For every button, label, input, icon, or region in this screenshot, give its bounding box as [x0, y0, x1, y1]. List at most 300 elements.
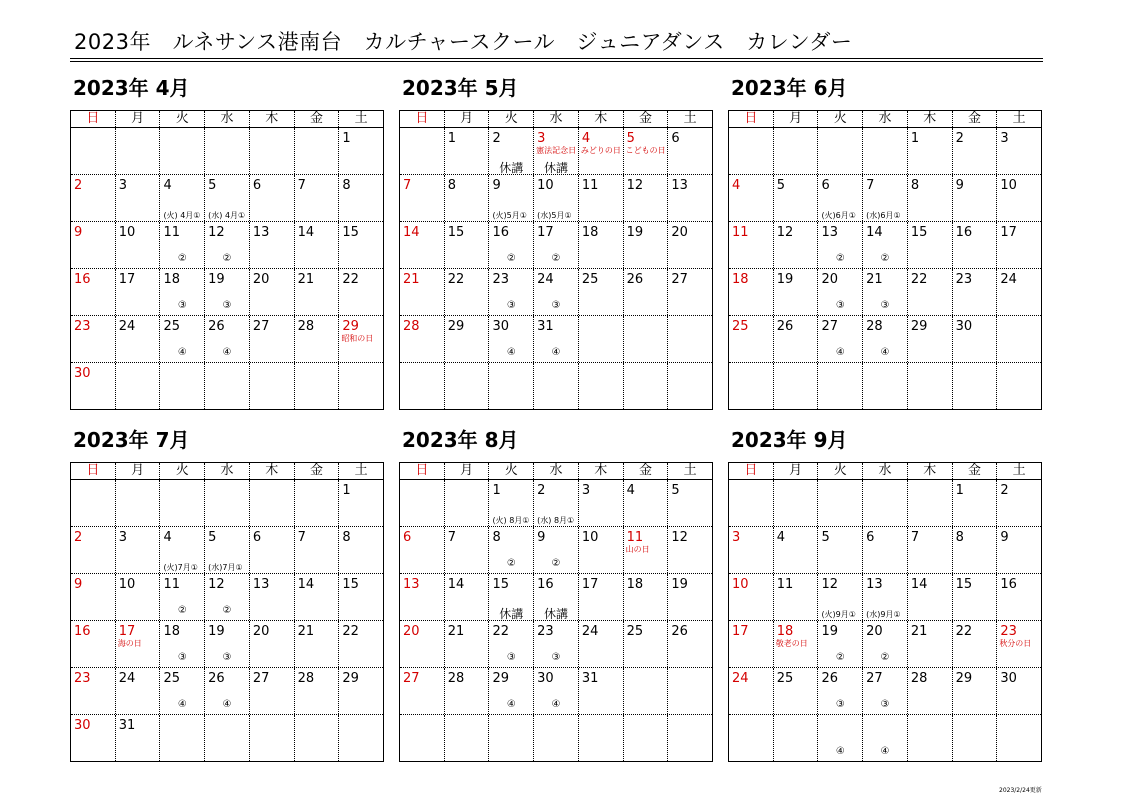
day-cell [907, 128, 952, 174]
day-cell [623, 316, 668, 362]
weekday-label: 火 [159, 463, 204, 479]
day-cell [533, 480, 578, 526]
day-cell [533, 621, 578, 667]
day-number: 23 [537, 624, 554, 639]
day-cell [773, 175, 818, 221]
day-cell [862, 269, 907, 315]
day-cell [533, 363, 578, 409]
day-cell [338, 527, 383, 573]
day-number: 29 [955, 671, 973, 686]
day-number: 15 [342, 225, 359, 240]
day-cell [533, 222, 578, 268]
lesson-mark: (水)9月① [866, 610, 901, 619]
week-row [400, 526, 712, 573]
day-number: 16 [537, 577, 554, 592]
lesson-mark: (火) 4月① [163, 211, 201, 220]
day-cell [667, 574, 712, 620]
month-grid [70, 110, 384, 410]
day-number: 1 [447, 131, 456, 146]
day-cell [444, 269, 489, 315]
day-number: 8 [955, 530, 964, 545]
lesson-mark: ② [835, 253, 845, 264]
day-number: 4 [776, 530, 785, 545]
week-row [400, 667, 712, 714]
lesson-mark: ④ [506, 699, 516, 710]
day-cell [338, 621, 383, 667]
day-cell [400, 269, 444, 315]
day-number: 7 [403, 178, 412, 193]
day-number: 15 [447, 225, 465, 240]
day-cell [907, 527, 952, 573]
day-cell [533, 715, 578, 761]
weekday-label: 土 [338, 111, 383, 127]
lesson-mark: ③ [835, 300, 845, 311]
day-number: 8 [492, 530, 501, 545]
day-cell [294, 668, 339, 714]
weekday-label: 木 [578, 111, 623, 127]
lesson-mark: ③ [222, 300, 232, 311]
day-cell [773, 222, 818, 268]
day-number: 12 [671, 530, 688, 545]
day-cell [400, 175, 444, 221]
day-cell [488, 668, 533, 714]
lesson-mark: ④ [835, 347, 845, 358]
day-cell [444, 128, 489, 174]
day-cell [115, 128, 160, 174]
day-number: 29 [492, 671, 509, 686]
week-row [71, 620, 383, 667]
day-cell [338, 316, 383, 362]
day-number: 22 [910, 272, 928, 287]
week-row [729, 526, 1041, 573]
weekday-label: 金 [623, 111, 668, 127]
day-cell [623, 269, 668, 315]
week-row [71, 268, 383, 315]
weekday-label: 月 [773, 463, 818, 479]
day-number: 30 [74, 366, 91, 381]
day-cell [159, 316, 204, 362]
day-cell [578, 269, 623, 315]
day-cell [862, 527, 907, 573]
day-number: 31 [537, 319, 554, 334]
day-number: 21 [297, 624, 315, 639]
holiday-label: 敬老の日 [775, 639, 808, 648]
day-cell [294, 363, 339, 409]
day-cell [729, 527, 773, 573]
day-number: 31 [581, 671, 599, 686]
day-cell [71, 269, 115, 315]
lesson-mark: ④ [835, 746, 845, 757]
day-cell [488, 363, 533, 409]
lesson-mark: ③ [835, 699, 845, 710]
day-cell [996, 128, 1041, 174]
day-cell [578, 715, 623, 761]
weekday-label: 火 [817, 111, 862, 127]
day-cell [444, 175, 489, 221]
day-cell [294, 222, 339, 268]
day-cell [159, 128, 204, 174]
day-number: 21 [910, 624, 928, 639]
week-row [71, 526, 383, 573]
day-cell [996, 668, 1041, 714]
holiday-label: 昭和の日 [341, 334, 374, 343]
day-cell [729, 574, 773, 620]
day-cell [294, 269, 339, 315]
day-cell [115, 715, 160, 761]
day-number: 25 [776, 671, 794, 686]
page-title: 2023年 ルネサンス港南台 カルチャースクール ジュニアダンス カレンダー [74, 30, 853, 54]
weekday-label: 水 [533, 463, 578, 479]
day-cell [729, 363, 773, 409]
day-number: 12 [776, 225, 794, 240]
day-number: 20 [821, 272, 838, 287]
day-cell [400, 316, 444, 362]
day-number: 1 [342, 483, 351, 498]
day-cell [338, 715, 383, 761]
day-number: 7 [910, 530, 920, 545]
lesson-mark: ④ [177, 699, 187, 710]
lesson-mark: ③ [551, 300, 561, 311]
day-cell [907, 222, 952, 268]
day-number: 21 [297, 272, 315, 287]
day-cell [667, 269, 712, 315]
day-cell [817, 574, 862, 620]
day-cell [729, 269, 773, 315]
lesson-mark: ④ [506, 347, 516, 358]
day-cell [115, 621, 160, 667]
day-number: 4 [732, 178, 741, 193]
day-number: 14 [447, 577, 465, 592]
lesson-mark: ② [506, 253, 516, 264]
day-number: 1 [342, 131, 351, 146]
week-row [400, 573, 712, 620]
day-number: 25 [626, 624, 644, 639]
lesson-mark: (火)7月① [163, 563, 198, 572]
day-number: 14 [297, 577, 315, 592]
day-number: 10 [118, 577, 136, 592]
week-row [400, 620, 712, 667]
day-number: 13 [866, 577, 883, 592]
day-cell [71, 222, 115, 268]
lesson-mark: ③ [880, 699, 890, 710]
lesson-mark: ② [551, 253, 561, 264]
day-number: 22 [955, 624, 973, 639]
day-cell [952, 222, 997, 268]
lesson-mark: ② [177, 253, 187, 264]
weekday-label: 土 [667, 463, 712, 479]
lesson-mark: ③ [177, 300, 187, 311]
day-cell [773, 715, 818, 761]
day-number: 19 [208, 272, 225, 287]
day-cell [444, 316, 489, 362]
day-cell [952, 715, 997, 761]
day-number: 28 [403, 319, 420, 334]
day-number: 2 [1000, 483, 1009, 498]
day-number: 9 [74, 225, 83, 240]
day-cell [952, 175, 997, 221]
lesson-mark: ④ [551, 699, 561, 710]
day-cell [907, 574, 952, 620]
week-row [729, 573, 1041, 620]
day-number: 26 [208, 319, 225, 334]
day-number: 8 [447, 178, 456, 193]
day-cell [204, 480, 249, 526]
day-cell [115, 222, 160, 268]
weekday-label: 月 [773, 111, 818, 127]
day-cell [115, 363, 160, 409]
day-cell [159, 574, 204, 620]
weekday-label: 木 [249, 463, 294, 479]
day-number: 27 [252, 671, 270, 686]
week-row [71, 128, 383, 174]
day-cell [488, 574, 533, 620]
day-cell [71, 175, 115, 221]
lesson-mark: (火)9月① [821, 610, 856, 619]
day-number: 30 [537, 671, 554, 686]
day-number: 13 [821, 225, 838, 240]
lesson-mark: (水)6月① [866, 211, 901, 220]
day-cell [667, 222, 712, 268]
day-number: 14 [403, 225, 420, 240]
month-title: 2023年 8月 [402, 428, 519, 452]
lesson-mark: ② [222, 253, 232, 264]
day-number: 14 [910, 577, 928, 592]
month-title: 2023年 7月 [73, 428, 190, 452]
day-number: 3 [118, 178, 127, 193]
weekday-label: 火 [159, 111, 204, 127]
day-cell [444, 621, 489, 667]
day-number: 6 [866, 530, 875, 545]
day-cell [729, 222, 773, 268]
day-number: 4 [163, 178, 172, 193]
weekday-label: 木 [578, 463, 623, 479]
day-number: 5 [208, 178, 217, 193]
day-number: 17 [581, 577, 599, 592]
week-row [71, 667, 383, 714]
day-cell [773, 363, 818, 409]
day-number: 21 [447, 624, 465, 639]
day-number: 29 [910, 319, 928, 334]
day-number: 13 [252, 225, 270, 240]
day-cell [578, 363, 623, 409]
weekday-header [71, 463, 383, 480]
day-number: 20 [252, 272, 270, 287]
weekday-label: 日 [744, 463, 758, 478]
day-number: 26 [776, 319, 794, 334]
lesson-mark: ④ [222, 699, 232, 710]
weekday-label: 月 [115, 463, 160, 479]
lesson-mark: (火) 8月① [492, 516, 530, 525]
day-cell [71, 715, 115, 761]
weekday-label: 金 [294, 463, 339, 479]
day-cell [623, 222, 668, 268]
day-cell [862, 128, 907, 174]
day-number: 9 [1000, 530, 1009, 545]
day-number: 27 [866, 671, 883, 686]
weekday-label: 月 [444, 111, 489, 127]
day-number: 22 [342, 624, 359, 639]
day-cell [862, 480, 907, 526]
day-number: 19 [776, 272, 794, 287]
day-cell [623, 574, 668, 620]
week-row [71, 714, 383, 761]
lesson-mark: (火)6月① [821, 211, 856, 220]
day-number: 4 [626, 483, 635, 498]
day-cell [204, 316, 249, 362]
day-cell [533, 269, 578, 315]
lesson-mark: ② [222, 605, 232, 616]
day-number: 30 [492, 319, 509, 334]
day-cell [400, 668, 444, 714]
day-cell [159, 363, 204, 409]
day-number: 5 [208, 530, 217, 545]
lesson-mark: ③ [551, 652, 561, 663]
day-number: 11 [581, 178, 599, 193]
day-cell [623, 715, 668, 761]
day-cell [204, 222, 249, 268]
day-number: 29 [342, 319, 359, 334]
day-cell [533, 175, 578, 221]
day-cell [444, 480, 489, 526]
day-cell [204, 363, 249, 409]
day-cell [578, 222, 623, 268]
day-number: 7 [297, 530, 306, 545]
holiday-label: 秋分の日 [999, 639, 1032, 648]
month-title: 2023年 9月 [731, 428, 848, 452]
weekday-label: 日 [415, 463, 429, 478]
weekday-label: 金 [623, 463, 668, 479]
day-cell [294, 480, 339, 526]
day-number: 28 [297, 671, 315, 686]
day-cell [294, 128, 339, 174]
lesson-mark: (水)7月① [208, 563, 243, 572]
week-row [729, 620, 1041, 667]
day-cell [623, 128, 668, 174]
day-cell [204, 527, 249, 573]
day-number: 29 [342, 671, 359, 686]
day-cell [400, 363, 444, 409]
day-cell [444, 363, 489, 409]
day-number: 19 [208, 624, 225, 639]
day-cell [578, 316, 623, 362]
day-cell [862, 363, 907, 409]
day-cell [159, 621, 204, 667]
weekday-label: 水 [204, 463, 249, 479]
day-number: 11 [626, 530, 644, 545]
weekday-label: 金 [952, 111, 997, 127]
day-number: 27 [821, 319, 838, 334]
day-cell [996, 222, 1041, 268]
weekday-label: 火 [817, 463, 862, 479]
day-cell [338, 363, 383, 409]
day-number: 17 [537, 225, 554, 240]
week-row [400, 480, 712, 526]
day-cell [729, 668, 773, 714]
day-cell [338, 668, 383, 714]
closed-label: 休講 [499, 161, 524, 175]
day-number: 13 [403, 577, 420, 592]
day-cell [444, 668, 489, 714]
day-number: 20 [403, 624, 420, 639]
day-number: 7 [447, 530, 456, 545]
day-number: 5 [626, 131, 635, 146]
day-cell [667, 363, 712, 409]
day-cell [667, 128, 712, 174]
day-number: 25 [163, 319, 180, 334]
day-cell [71, 574, 115, 620]
day-number: 1 [492, 483, 501, 498]
day-number: 10 [118, 225, 136, 240]
day-cell [249, 480, 294, 526]
day-cell [488, 621, 533, 667]
weekday-label: 土 [667, 111, 712, 127]
day-cell [623, 480, 668, 526]
day-cell [862, 668, 907, 714]
weekday-label: 水 [204, 111, 249, 127]
day-number: 14 [866, 225, 883, 240]
day-number: 23 [74, 671, 91, 686]
day-cell [667, 715, 712, 761]
month-title: 2023年 5月 [402, 76, 519, 100]
day-cell [773, 527, 818, 573]
weekday-label: 水 [533, 111, 578, 127]
day-cell [488, 175, 533, 221]
day-cell [294, 316, 339, 362]
day-cell [159, 527, 204, 573]
weekday-header [400, 111, 712, 128]
day-cell [667, 621, 712, 667]
day-number: 7 [297, 178, 306, 193]
lesson-mark: (水) 4月① [208, 211, 246, 220]
lesson-mark: ② [506, 558, 516, 569]
lesson-mark: ② [177, 605, 187, 616]
day-cell [952, 527, 997, 573]
day-number: 12 [208, 577, 225, 592]
day-number: 11 [163, 577, 180, 592]
day-cell [952, 621, 997, 667]
weekday-label: 日 [86, 463, 100, 478]
day-cell [773, 668, 818, 714]
day-number: 3 [732, 530, 741, 545]
day-number: 1 [910, 131, 920, 146]
day-cell [249, 363, 294, 409]
day-cell [862, 222, 907, 268]
lesson-mark: ④ [551, 347, 561, 358]
day-number: 25 [581, 272, 599, 287]
day-cell [952, 316, 997, 362]
day-number: 4 [581, 131, 591, 146]
day-cell [71, 316, 115, 362]
weekday-label: 日 [744, 111, 758, 126]
day-cell [729, 480, 773, 526]
day-number: 8 [342, 178, 351, 193]
lesson-mark: ② [551, 558, 561, 569]
day-cell [400, 621, 444, 667]
day-cell [488, 128, 533, 174]
week-row [729, 174, 1041, 221]
day-number: 16 [1000, 577, 1017, 592]
day-cell [907, 668, 952, 714]
day-cell [488, 222, 533, 268]
day-cell [338, 175, 383, 221]
day-cell [907, 175, 952, 221]
day-number: 27 [403, 671, 420, 686]
day-number: 5 [776, 178, 785, 193]
day-cell [249, 527, 294, 573]
day-number: 2 [74, 178, 83, 193]
day-cell [204, 668, 249, 714]
day-cell [817, 668, 862, 714]
